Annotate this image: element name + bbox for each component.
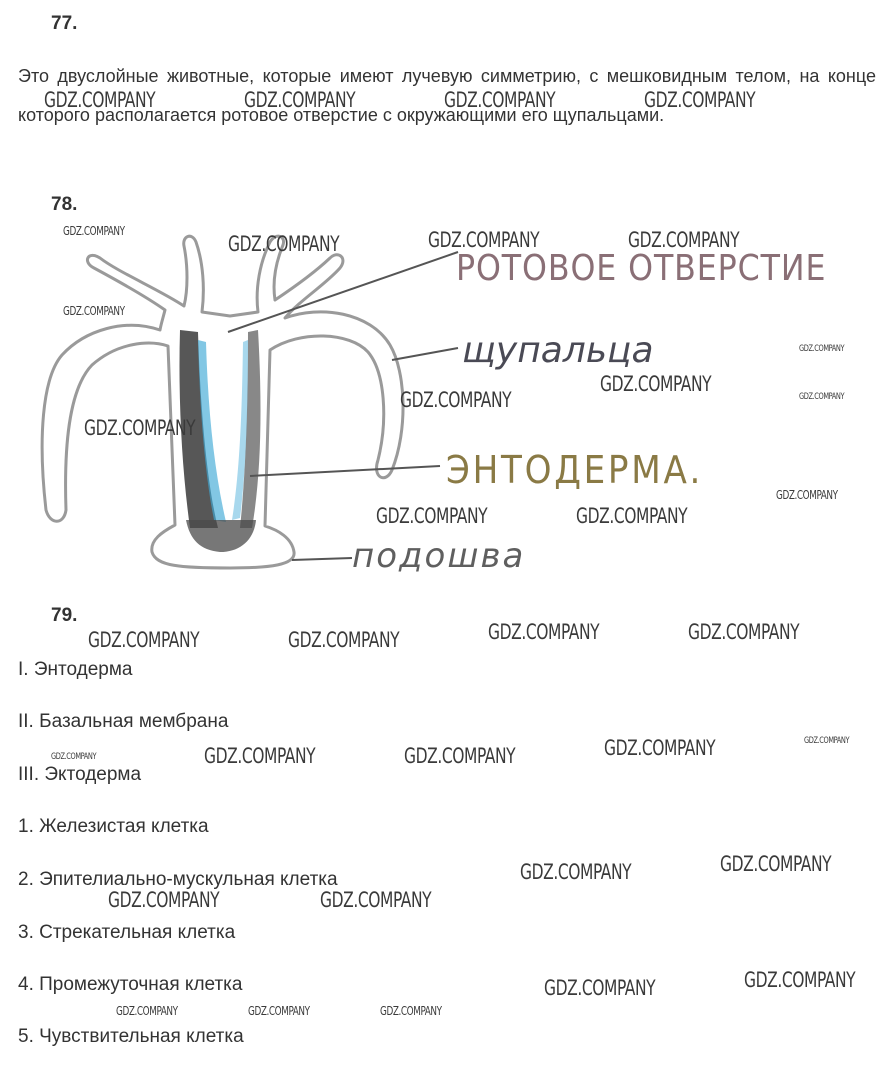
watermark: GDZ.COMPANY	[688, 620, 800, 644]
watermark: GDZ.COMPANY	[720, 852, 832, 876]
watermark: GDZ.COMPANY	[320, 888, 432, 912]
list-item: 3. Стрекательная клетка	[18, 922, 236, 943]
watermark: GDZ.COMPANY	[776, 488, 838, 502]
watermark: GDZ.COMPANY	[244, 88, 356, 112]
watermark: GDZ.COMPANY	[488, 620, 600, 644]
tentacles-pointer	[392, 348, 458, 360]
list-item: 1. Железистая клетка	[18, 816, 209, 837]
watermark: GDZ.COMPANY	[88, 628, 200, 652]
watermark: GDZ.COMPANY	[84, 416, 196, 440]
watermark: GDZ.COMPANY	[544, 976, 656, 1000]
list-item: 2. Эпителиально-мускульная клетка	[18, 869, 338, 890]
watermark: GDZ.COMPANY	[288, 628, 400, 652]
label-endoderm: ЭНТОДЕРМА.	[446, 448, 704, 492]
watermark: GDZ.COMPANY	[404, 744, 516, 768]
watermark: GDZ.COMPANY	[520, 860, 632, 884]
watermark: GDZ.COMPANY	[63, 304, 125, 318]
sole-base	[186, 520, 256, 552]
watermark: GDZ.COMPANY	[116, 1004, 178, 1018]
watermark: GDZ.COMPANY	[228, 232, 340, 256]
watermark: GDZ.COMPANY	[400, 388, 512, 412]
watermark: GDZ.COMPANY	[628, 228, 740, 252]
watermark: GDZ.COMPANY	[604, 736, 716, 760]
list-item: II. Базальная мембрана	[18, 711, 229, 732]
watermark: GDZ.COMPANY	[63, 224, 125, 238]
label-mouth: РОТОВОЕ ОТВЕРСТИЕ	[456, 248, 827, 289]
watermark: GDZ.COMPANY	[204, 744, 316, 768]
watermark: GDZ.COMPANY	[428, 228, 540, 252]
watermark: GDZ.COMPANY	[51, 752, 97, 762]
watermark: GDZ.COMPANY	[44, 88, 156, 112]
watermark: GDZ.COMPANY	[804, 736, 850, 746]
question-79-number: 79.	[51, 605, 78, 626]
label-tentacles: щупальца	[462, 330, 654, 371]
watermark: GDZ.COMPANY	[799, 392, 845, 402]
watermark: GDZ.COMPANY	[576, 504, 688, 528]
watermark: GDZ.COMPANY	[799, 344, 845, 354]
list-item: I. Энтодерма	[18, 659, 133, 680]
question-77-answer: Это двуслойные животные, которые имеют лучевую симметрию, с мешковидным телом, на конце которого располагается ротовое отверстие с окружающими его щупальцами.	[18, 66, 876, 125]
list-item: 4. Промежуточная клетка	[18, 974, 243, 995]
watermark: GDZ.COMPANY	[644, 88, 756, 112]
list-item: 5. Чувствительная клетка	[18, 1026, 244, 1047]
watermark: GDZ.COMPANY	[248, 1004, 310, 1018]
watermark: GDZ.COMPANY	[600, 372, 712, 396]
endoderm-pointer	[250, 466, 440, 476]
watermark: GDZ.COMPANY	[380, 1004, 442, 1018]
watermark: GDZ.COMPANY	[744, 968, 856, 992]
label-sole: подошва	[352, 536, 526, 576]
question-77-number: 77.	[51, 13, 78, 34]
watermark: GDZ.COMPANY	[108, 888, 220, 912]
list-item: III. Эктодерма	[18, 764, 142, 785]
sole-pointer	[292, 558, 352, 560]
question-78-number: 78.	[51, 194, 78, 215]
watermark: GDZ.COMPANY	[444, 88, 556, 112]
watermark: GDZ.COMPANY	[376, 504, 488, 528]
